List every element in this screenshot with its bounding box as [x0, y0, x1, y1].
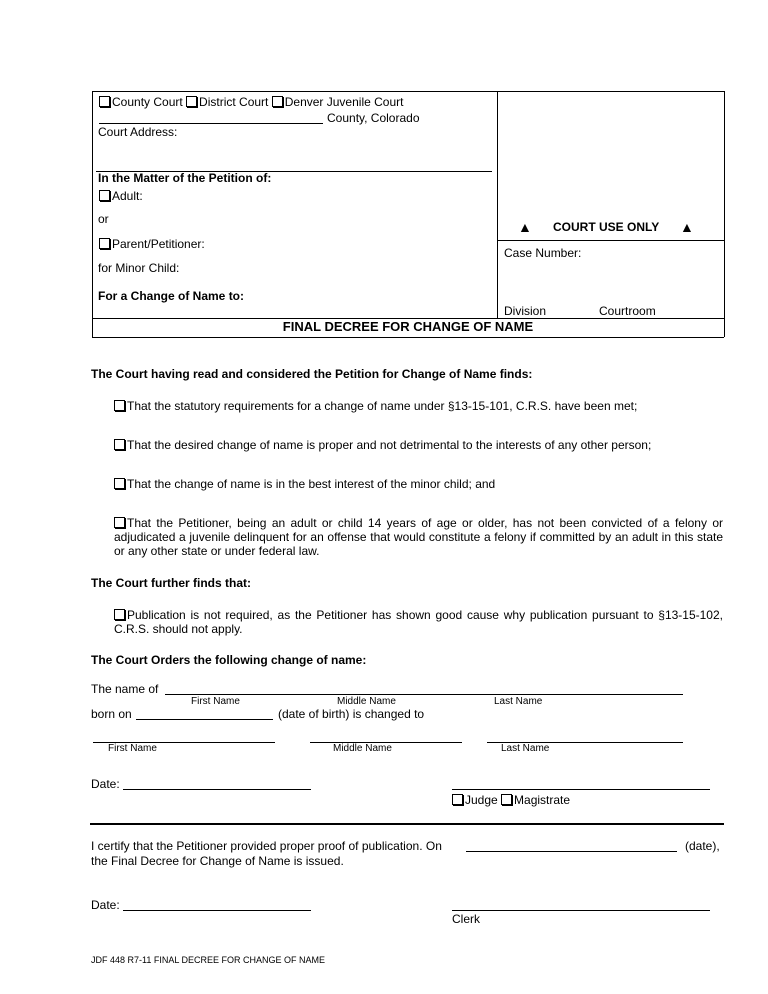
judge-signature-line[interactable]	[452, 789, 710, 790]
judge-checkbox[interactable]	[452, 794, 463, 805]
best-interest-checkbox[interactable]	[114, 478, 125, 489]
county-colorado-label: County, Colorado	[327, 111, 420, 125]
finding-statutory	[114, 399, 637, 413]
further-finds-heading: The Court further finds that:	[91, 576, 251, 590]
parent-petitioner-label: Parent/Petitioner:	[112, 237, 205, 251]
finding-best-interest-text: That the change of name is in the best interest of the minor child; and	[127, 477, 496, 491]
magistrate-checkbox[interactable]	[501, 794, 512, 805]
clerk-date-label: Date:	[91, 898, 120, 912]
court-use-only-label: COURT USE ONLY	[553, 220, 660, 234]
triangle-up-icon: ▲	[518, 219, 532, 235]
section-divider	[90, 823, 724, 825]
proper-checkbox[interactable]	[114, 439, 125, 450]
no-felony-checkbox[interactable]	[114, 517, 125, 528]
clerk-date-line[interactable]	[123, 910, 311, 911]
statutory-checkbox[interactable]	[114, 400, 125, 411]
current-middle-name-caption: Middle Name	[337, 696, 396, 707]
judge-label: Judge	[465, 793, 498, 807]
case-number-label: Case Number:	[504, 246, 582, 260]
certify-text-end: the Final Decree for Change of Name is issued.	[91, 854, 344, 868]
finding-best-interest	[114, 477, 495, 491]
current-name-line[interactable]	[165, 694, 683, 695]
order-date-label: Date:	[91, 777, 120, 791]
district-court-label: District Court	[199, 95, 269, 109]
county-court-label: County Court	[112, 95, 183, 109]
finding-proper-text: That the desired change of name is proper and not detrimental to the interests of any other person;	[127, 438, 652, 452]
caption-bottom-border	[92, 337, 724, 338]
date-of-birth-line[interactable]	[136, 719, 273, 720]
document-title: FINAL DECREE FOR CHANGE OF NAME	[282, 319, 534, 334]
finding-publication-text: Publication is not required, as the Petitioner has shown good cause why publication pursuant to §13-15-102, C.R.S. should not apply.	[114, 608, 723, 636]
in-the-matter-label: In the Matter of the Petition of:	[98, 171, 272, 185]
for-minor-child-label: for Minor Child:	[98, 261, 180, 275]
born-on-label: born on	[91, 707, 132, 721]
new-first-name-caption: First Name	[108, 743, 157, 754]
new-last-name-caption: Last Name	[501, 743, 550, 754]
order-date-line[interactable]	[123, 789, 311, 790]
triangle-up-icon: ▲	[680, 219, 694, 235]
caption-left-border	[92, 91, 93, 337]
certify-text: I certify that the Petitioner provided proper proof of publication. On	[91, 839, 442, 853]
caption-right-border	[724, 91, 725, 337]
finding-proper	[114, 438, 651, 452]
new-middle-name-caption: Middle Name	[333, 743, 392, 754]
county-name-line[interactable]	[99, 123, 323, 124]
clerk-label: Clerk	[452, 912, 481, 926]
caption-divider	[497, 91, 498, 319]
court-type-options	[99, 95, 403, 109]
judge-magistrate-options	[452, 793, 570, 807]
adult-checkbox[interactable]	[99, 190, 110, 201]
dob-changed-label: (date of birth) is changed to	[278, 707, 425, 721]
division-label: Division	[504, 304, 547, 318]
magistrate-label: Magistrate	[514, 793, 571, 807]
district-court-checkbox[interactable]	[186, 96, 197, 107]
name-of-label: The name of	[91, 682, 159, 696]
finding-no-felony	[114, 516, 723, 558]
publication-checkbox[interactable]	[114, 609, 125, 620]
finding-no-felony-text: That the Petitioner, being an adult or child 14 years of age or older, has not been convicted of a felony or adjudicated a juvenile delinquent for an offense that would constitute a felony if committed by an adult in this state or any other state or under federal law.	[114, 516, 723, 558]
form-footer: JDF 448 R7-11 FINAL DECREE FOR CHANGE OF NAME	[91, 955, 326, 965]
court-use-only-divider	[497, 240, 724, 241]
adult-label: Adult:	[112, 189, 143, 203]
parent-petitioner-checkbox[interactable]	[99, 238, 110, 249]
or-label: or	[98, 212, 109, 226]
caption-top-border	[92, 91, 724, 92]
publication-date-line[interactable]	[466, 851, 677, 852]
finding-statutory-text: That the statutory requirements for a change of name under §13-15-101, C.R.S. have been met;	[127, 399, 638, 413]
denver-juvenile-court-label: Denver Juvenile Court	[284, 95, 404, 109]
current-first-name-caption: First Name	[191, 696, 240, 707]
clerk-signature-line[interactable]	[452, 910, 710, 911]
current-last-name-caption: Last Name	[494, 696, 543, 707]
certify-date-label: (date),	[685, 839, 720, 853]
finding-publication	[114, 608, 723, 636]
denver-juvenile-court-checkbox[interactable]	[272, 96, 283, 107]
for-change-of-name-label: For a Change of Name to:	[98, 289, 245, 303]
county-court-checkbox[interactable]	[99, 96, 110, 107]
orders-heading: The Court Orders the following change of name:	[91, 653, 367, 667]
parent-petitioner-option	[99, 237, 205, 251]
adult-option	[99, 189, 143, 203]
court-address-label: Court Address:	[98, 125, 178, 139]
findings-intro: The Court having read and considered the Petition for Change of Name finds:	[91, 367, 533, 381]
courtroom-label: Courtroom	[599, 304, 656, 318]
